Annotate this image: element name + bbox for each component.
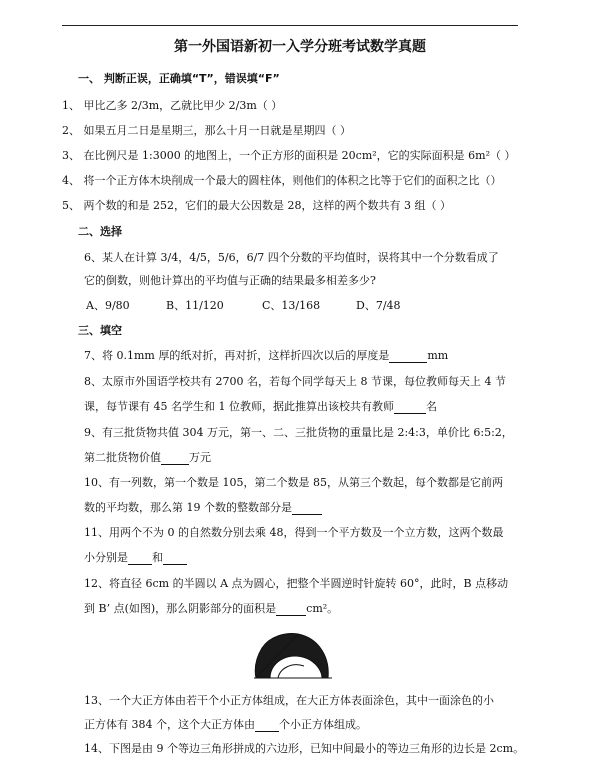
question-12-unit: cm²。 xyxy=(306,602,339,615)
rotated-semicircle-figure xyxy=(248,626,340,686)
question-8-line-1: 8、太原市外国语学校共有 2700 名，若每个同学每天上 8 节课，每位教师每天上 4 节 xyxy=(84,375,506,388)
question-6-line-1: 6、某人在计算 3/4，4/5，5/6，6/7 四个分数的平均值时，误将其中一个分数看成了 xyxy=(84,251,499,264)
question-11-line-1: 11、用两个不为 0 的自然数分别去乘 48，得到一个平方数及一个立方数，这两个数最 xyxy=(84,526,504,539)
question-12-text: 到 B’ 点(如图)，那么阴影部分的面积是 xyxy=(84,602,277,615)
section-heading-choice: 二、选择 xyxy=(78,225,122,238)
answer-blank xyxy=(161,452,189,465)
question-10-line-1: 10、有一列数，第一个数是 105，第二个数是 85，从第三个数起，每个数都是它前两 xyxy=(84,476,503,489)
question-8-text: 课，每节课有 45 名学生和 1 位教师，据此推算出该校共有教师 xyxy=(84,400,394,413)
judge-item-3: 3、 在比例尺是 1:3000 的地图上，一个正方形的面积是 20cm²，它的实际面积是 6m²（ ） xyxy=(62,149,516,162)
answer-blank xyxy=(276,603,306,616)
question-11-line-2 xyxy=(84,551,187,565)
question-10-text: 数的平均数，那么第 19 个数的整数部分是 xyxy=(84,501,292,514)
question-13-line-2 xyxy=(84,718,367,732)
question-13-tail: 个小正方体组成。 xyxy=(279,718,367,731)
question-13-text: 正方体有 384 个，这个大正方体由 xyxy=(84,718,255,731)
option-a: A、9/80 xyxy=(86,299,130,312)
question-11-and: 和 xyxy=(152,551,163,564)
top-rule xyxy=(62,25,518,26)
answer-blank xyxy=(292,502,322,515)
answer-blank xyxy=(163,552,187,565)
question-12-line-2 xyxy=(84,602,338,616)
judge-item-1: 1、 甲比乙多 2/3m，乙就比甲少 2/3m（ ） xyxy=(62,99,283,112)
question-9-line-1: 9、有三批货物共值 304 万元，第一、二、三批货物的重量比是 2:4:3，单价比 6:5:2， xyxy=(84,426,513,439)
question-7 xyxy=(84,349,448,363)
page-title: 第一外国语新初一入学分班考试数学真题 xyxy=(174,39,426,55)
answer-blank xyxy=(389,350,427,363)
question-8-unit: 名 xyxy=(425,400,437,413)
option-c: C、13/168 xyxy=(262,299,321,312)
section-heading-fill: 三、填空 xyxy=(78,324,122,337)
answer-blank xyxy=(128,552,152,565)
section-heading-judge: 一、 判断正误，正确填“T”，错误填“F” xyxy=(78,72,280,85)
question-10-line-2 xyxy=(84,501,322,515)
question-9-unit: 万元 xyxy=(189,451,211,464)
judge-item-4: 4、 将一个正方体木块削成一个最大的圆柱体，则他们的体积之比等于它们的面积之比（） xyxy=(62,174,502,187)
option-b: B、11/120 xyxy=(166,299,224,312)
question-9-text: 第二批货物价值 xyxy=(84,451,161,464)
question-14-line-1: 14、下图是由 9 个等边三角形拼成的六边形，已知中间最小的等边三角形的边长是 2cm。 xyxy=(84,742,525,755)
question-8-line-2 xyxy=(84,400,437,414)
question-12-line-1: 12、将直径 6cm 的半圆以 A 点为圆心，把整个半圆逆时针旋转 60°，此时，B 点移动 xyxy=(84,577,509,590)
question-11-text: 小分别是 xyxy=(84,551,128,564)
question-9-line-2 xyxy=(84,451,211,465)
answer-blank xyxy=(255,719,279,732)
question-7-text: 7、将 0.1mm 厚的纸对折，再对折，这样折四次以后的厚度是 xyxy=(84,349,390,362)
option-d: D、7/48 xyxy=(356,299,401,312)
judge-item-2: 2、 如果五月二日是星期三，那么十月一日就是星期四（ ） xyxy=(62,124,351,137)
answer-blank xyxy=(394,401,426,414)
judge-item-5: 5、 两个数的和是 252，它们的最大公因数是 28，这样的两个数共有 3 组（ ） xyxy=(62,199,451,212)
question-6-line-2: 它的倒数，则他计算出的平均值与正确的结果最多相差多少? xyxy=(84,274,376,287)
question-7-unit: mm xyxy=(427,349,449,362)
question-13-line-1: 13、一个大正方体由若干个小正方体组成，在大正方体表面涂色，其中一面涂色的小 xyxy=(84,694,494,707)
